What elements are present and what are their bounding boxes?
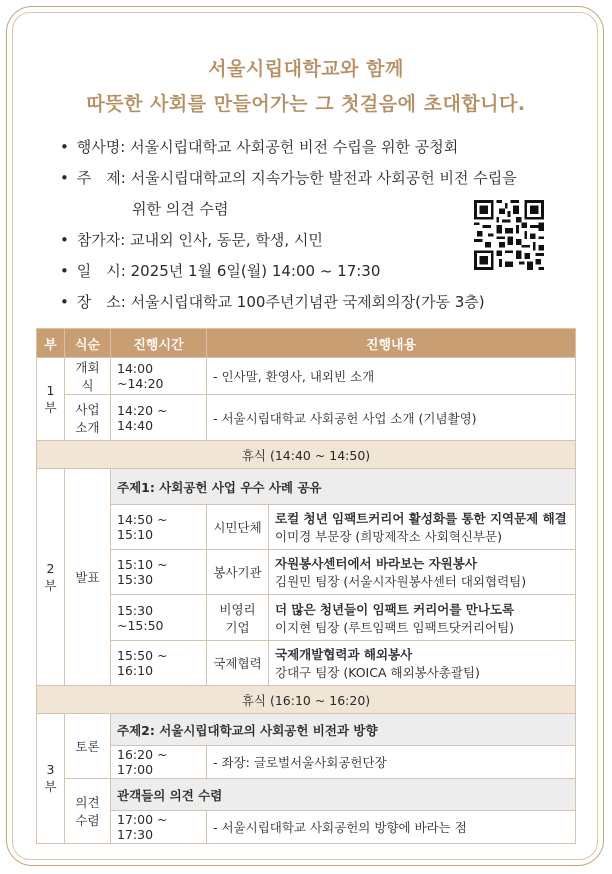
time-cell: 14:50 ~ 15:10 [111,505,207,550]
speaker: 김원민 팀장 (서울시자원봉사센터 대외협력팀) [275,574,527,589]
talk-title: 로컬 청년 임팩트커리어 활성화를 통한 지역문제 해결 [275,511,567,526]
bullet: • [60,138,69,156]
info-key: 장 소: [76,293,126,311]
table-row [37,550,576,595]
table-row [37,358,576,395]
table-row [37,595,576,641]
org-cell: 비영리 기업 [207,595,269,641]
info-key: 일 시: [76,262,126,280]
header-time: 진행시간 [111,329,207,358]
time-cell: 16:20 ~ 17:00 [111,746,207,779]
content-cell [269,505,576,550]
item-label: 개회식 [65,358,111,395]
speaker: 이지현 팀장 (루트임팩트 임팩트닷커리어팀) [275,619,515,635]
break-label: 휴식 (14:40 ~ 14:50) [37,441,576,469]
item-label: 사업 소개 [65,395,111,441]
info-value: 교내외 인사, 동문, 학생, 시민 [130,231,323,249]
info-key: 주 제: [76,169,126,187]
topic-label: 관객들의 의견 수렴 [111,779,576,811]
time-cell: 15:50 ~ 16:10 [111,641,207,686]
title-line-2: 따뜻한 사회를 만들어가는 그 첫걸음에 초대합니다. [86,93,526,115]
content-cell [269,641,576,686]
info-key: 행사명: [76,138,126,156]
talk-title: 더 많은 청년들이 임팩트 커리어를 만나도록 [275,601,515,617]
talk-title: 자원봉사센터에서 바라보는 자원봉사 [275,556,477,571]
info-value: 2025년 1월 6일(월) 14:00 ~ 17:30 [130,262,381,280]
bullet: • [60,231,69,249]
info-value: 위한 의견 수렴 [132,200,229,218]
content-cell: - 인사말, 환영사, 내외빈 소개 [207,358,576,395]
table-row [37,641,576,686]
info-value: 서울시립대학교 사회공헌 비전 수립을 위한 공청회 [130,138,459,156]
bullet: • [60,293,69,311]
part-label-2: 2부 [37,469,65,686]
bullet: • [60,169,69,187]
speaker: 이미경 부문장 (희망제작소 사회혁신부문) [275,529,502,544]
header-item: 식순 [65,329,111,358]
time-cell: 14:00 ~14:20 [111,358,207,395]
info-key: 참가자: [76,231,126,249]
item-label: 의견 수렴 [65,779,111,844]
schedule-table [36,328,576,844]
org-cell: 봉사기관 [207,550,269,595]
topic-row [37,469,576,505]
content-cell [269,595,576,641]
header-part: 부 [37,329,65,358]
content-cell: - 서울시립대학교 사회공헌의 방향에 바라는 점 [207,811,576,844]
time-cell: 15:30 ~15:50 [111,595,207,641]
item-label: 발표 [65,469,111,686]
qr-code-icon[interactable] [474,200,544,270]
item-label: 토론 [65,714,111,779]
info-value: 서울시립대학교의 지속가능한 발전과 사회공헌 비전 수립을 [130,169,517,187]
break-label: 휴식 (16:10 ~ 16:20) [37,686,576,714]
talk-title: 국제개발협력과 해외봉사 [275,647,413,662]
break-row [37,441,576,469]
info-place [60,291,560,322]
break-row [37,686,576,714]
info-value: 서울시립대학교 100주년기념관 국제회의장(가동 3층) [130,293,485,311]
speaker: 강대구 팀장 (KOICA 해외봉사총괄팀) [275,665,480,680]
org-cell: 시민단체 [207,505,269,550]
content-cell: - 좌장: 글로벌서울사회공헌단장 [207,746,576,779]
table-row [37,505,576,550]
table-header-row [37,329,576,358]
info-theme [60,167,560,198]
time-cell: 14:20 ~ 14:40 [111,395,207,441]
table-row [37,811,576,844]
content-cell [269,550,576,595]
title-line-1: 서울시립대학교와 함께 [208,58,404,80]
topic-row [37,779,576,811]
topic-label: 주제1: 사회공헌 사업 우수 사례 공유 [111,469,576,505]
topic-label: 주제2: 서울시립대학교의 사회공헌 비전과 방향 [111,714,576,746]
bullet: • [60,262,69,280]
part-label-3: 3부 [37,714,65,844]
header-content: 진행내용 [207,329,576,358]
topic-row [37,714,576,746]
org-cell: 국제협력 [207,641,269,686]
table-row [37,395,576,441]
info-event-name [60,136,560,167]
table-row [37,746,576,779]
time-cell: 15:10 ~ 15:30 [111,550,207,595]
part-label-1: 1부 [37,358,65,441]
time-cell: 17:00 ~ 17:30 [111,811,207,844]
content-cell: - 서울시립대학교 사회공헌 사업 소개 (기념촬영) [207,395,576,441]
